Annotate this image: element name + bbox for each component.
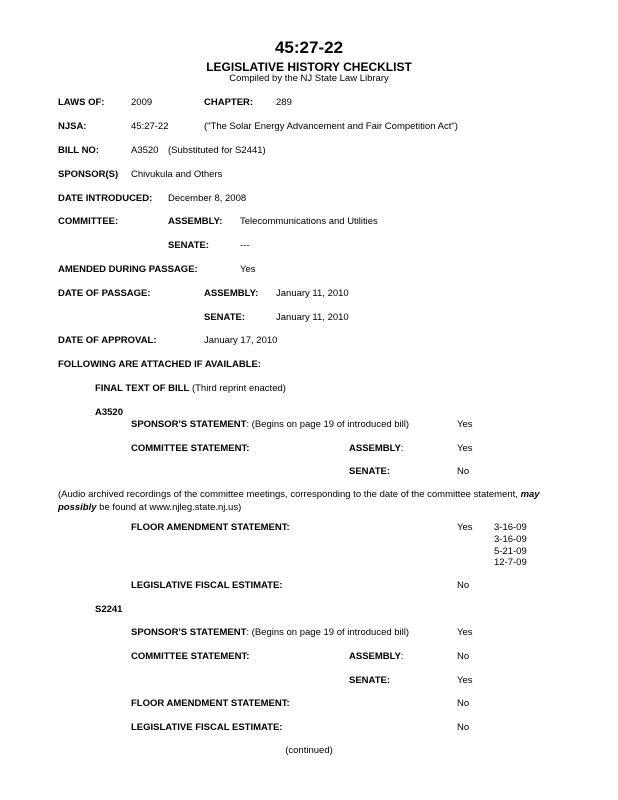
a3520-committee-assembly-colon: : [400,443,404,454]
s2241-committee-senate-label: SENATE: [349,675,390,686]
sponsors-value: Chivukula and Others [131,169,223,180]
date-introduced-value: December 8, 2008 [168,193,247,204]
njsa-label: NJSA: [58,121,87,132]
committee-label: COMMITTEE: [58,216,119,227]
s2241-committee-assembly-label: ASSEMBLY [349,651,401,662]
s2241-committee-statement-label: COMMITTEE STATEMENT: [131,651,250,662]
final-text-label: FINAL TEXT OF BILL [95,383,190,394]
date-of-approval-value: January 17, 2010 [204,335,278,346]
audio-note-part1: (Audio archived recordings of the committee meetings, corresponding to the date of the committee statement, [58,489,521,500]
bill-no-value: A3520 [131,145,159,156]
a3520-sponsor-statement-label: SPONSOR'S STATEMENT [131,419,247,430]
s2241-heading: S2241 [95,604,123,615]
s2241-fiscal-estimate-value: No [457,722,470,733]
a3520-sponsor-statement-value: Yes [457,419,473,430]
s2241-fiscal-estimate-label: LEGISLATIVE FISCAL ESTIMATE: [131,722,283,733]
sponsors-label: SPONSOR(S) [58,169,119,180]
passage-assembly-value: January 11, 2010 [276,288,349,299]
s2241-committee-assembly-value: No [457,651,470,662]
laws-of-label: LAWS OF: [58,97,105,108]
committee-senate-value: --- [240,240,250,251]
passage-senate-value: January 11, 2010 [276,312,349,323]
date-of-passage-label: DATE OF PASSAGE: [58,288,151,299]
date-of-approval-label: DATE OF APPROVAL: [58,335,157,346]
a3520-sponsor-statement-note: : (Begins on page 19 of introduced bill) [246,419,410,430]
act-title: ("The Solar Energy Advancement and Fair Competition Act") [204,121,458,132]
amended-value: Yes [240,264,256,275]
njsa-value: 45:27-22 [131,121,169,132]
s2241-sponsor-statement-value: Yes [457,627,473,638]
s2241-floor-amendment-value: No [457,698,470,709]
checklist-title: LEGISLATIVE HISTORY CHECKLIST [206,60,412,74]
continued-note: (continued) [285,745,333,756]
attachments-heading: FOLLOWING ARE ATTACHED IF AVAILABLE: [58,359,261,370]
compiled-by: Compiled by the NJ State Law Library [229,73,389,84]
final-text-note: (Third reprint enacted) [191,383,286,394]
floor-amendment-date: 5-21-09 [494,546,527,557]
s2241-floor-amendment-label: FLOOR AMENDMENT STATEMENT: [131,698,290,709]
floor-amendment-date: 3-16-09 [494,522,527,533]
a3520-committee-senate-value: No [457,466,470,477]
bill-no-label: BILL NO: [58,145,99,156]
s2241-sponsor-statement-note: : (Begins on page 19 of introduced bill) [246,627,410,638]
committee-senate-label: SENATE: [168,240,209,251]
bill-substitution-note: (Substituted for S2441) [168,145,266,156]
laws-of-value: 2009 [131,97,153,108]
s2241-committee-senate-value: Yes [457,675,473,686]
chapter-label: CHAPTER: [204,97,254,108]
s2241-committee-assembly-colon: : [400,651,404,662]
s2241-sponsor-statement [131,627,409,639]
audio-note-part2: be found at www.njleg.state.nj.us) [96,502,242,513]
a3520-heading: A3520 [95,407,123,418]
chapter-value: 289 [276,97,292,108]
passage-assembly-label: ASSEMBLY: [204,288,259,299]
a3520-sponsor-statement [131,419,409,431]
floor-amendment-date: 12-7-09 [494,557,527,568]
a3520-fiscal-estimate-value: No [457,580,470,591]
floor-amendment-date: 3-16-09 [494,534,527,545]
a3520-fiscal-estimate-label: LEGISLATIVE FISCAL ESTIMATE: [131,580,283,591]
a3520-floor-amendment-label: FLOOR AMENDMENT STATEMENT: [131,522,290,533]
audio-archive-note [58,488,570,514]
amended-label: AMENDED DURING PASSAGE: [58,264,198,275]
date-introduced-label: DATE INTRODUCED: [58,193,153,204]
a3520-committee-senate-label: SENATE: [349,466,390,477]
final-text-line [95,383,286,395]
a3520-committee-assembly-label: ASSEMBLY [349,443,401,454]
a3520-committee-statement-label: COMMITTEE STATEMENT: [131,443,250,454]
committee-assembly-label: ASSEMBLY: [168,216,223,227]
a3520-floor-amendment-value: Yes [457,522,473,533]
statute-number: 45:27-22 [274,38,344,57]
audio-note-emphasis: may possibly [58,489,540,513]
s2241-committee-assembly [349,651,404,663]
a3520-committee-assembly [349,443,404,455]
a3520-committee-assembly-value: Yes [457,443,473,454]
committee-assembly-value: Telecommunications and Utilities [240,216,378,227]
passage-senate-label: SENATE: [204,312,245,323]
s2241-sponsor-statement-label: SPONSOR'S STATEMENT [131,627,247,638]
